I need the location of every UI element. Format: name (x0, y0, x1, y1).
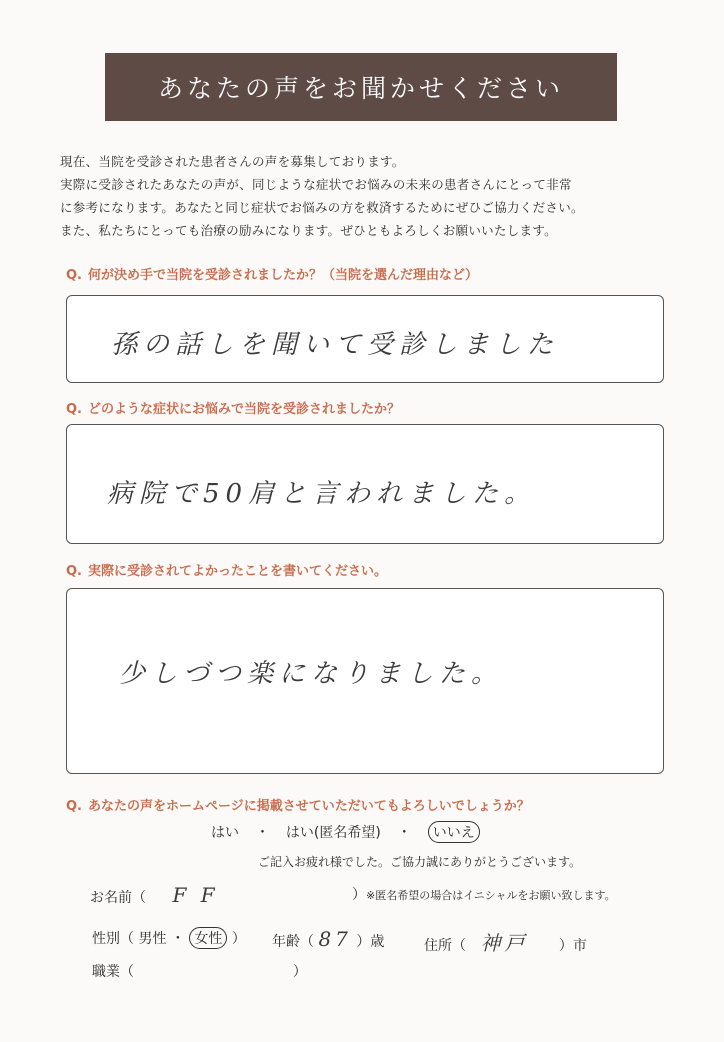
consent-separator: ・ (397, 825, 412, 841)
gender-label: 性別（ (92, 931, 134, 947)
consent-option-no-selected[interactable]: いいえ (428, 821, 480, 843)
question-1 (66, 264, 478, 283)
question-marker: Q. (66, 564, 82, 579)
consent-option-yes[interactable]: はい (211, 825, 239, 841)
answer-box-2[interactable] (66, 424, 664, 544)
age-field (272, 927, 384, 951)
question-2-text: どのような症状にお悩みで当院を受診されましたか？ (88, 402, 401, 417)
thanks-message: ご記入お疲れ様でした。ご協力誠にありがとうございます。 (258, 855, 582, 869)
answer-box-3[interactable] (66, 588, 664, 774)
question-3-text: 実際に受診されてよかったことを書いてください。 (88, 564, 388, 579)
name-note: ※匿名希望の場合はイニシャルをお願い致します。 (366, 889, 616, 902)
gender-close: ） (231, 931, 246, 947)
address-close: ）市 (558, 938, 587, 954)
intro-line: 実際に受診されたあなたの声が、同じような症状でお悩みの未来の患者さんにとって非常 (60, 177, 572, 192)
question-marker: Q. (66, 402, 82, 417)
address-value[interactable]: 神戸 (480, 931, 529, 955)
intro-line: また、私たちにとっても治療の励みになります。ぜひともよろしくお願いいたします。 (60, 223, 557, 238)
consent-question (66, 795, 530, 814)
age-close: ）歳 (356, 934, 385, 950)
name-close-paren: ） (352, 887, 366, 903)
gender-field (92, 927, 246, 949)
intro-line: 現在、当院を受診された患者さんの声を募集しております。 (60, 154, 405, 169)
consent-options (205, 821, 486, 843)
consent-question-text: あなたの声をホームページに掲載させていただいてもよろしいでしょうか？ (88, 799, 530, 814)
name-value[interactable]: F F (172, 883, 219, 907)
question-3 (66, 560, 387, 579)
question-2 (66, 398, 400, 417)
question-1-text: 何が決め手で当院を受診されましたか？（当院を選んだ理由など） (88, 268, 479, 283)
answer-1-handwriting: 孫の話しを聞いて受診しました (111, 330, 560, 360)
answer-box-1[interactable] (66, 295, 664, 383)
consent-option-anonymous[interactable]: はい(匿名希望) (285, 825, 381, 841)
job-field (92, 961, 307, 981)
name-label: お名前（ (90, 890, 146, 906)
job-label: 職業（ (92, 964, 134, 980)
question-marker: Q. (66, 268, 82, 283)
address-field (424, 927, 587, 956)
name-field (90, 883, 219, 907)
gender-option-male[interactable]: 男性 (138, 931, 167, 947)
answer-3-handwriting: 少しづつ楽になりました。 (119, 659, 504, 689)
job-close: ） (292, 964, 307, 980)
gender-separator: ・ (170, 931, 185, 947)
answer-2-handwriting: 病院で50肩と言われました。 (107, 479, 537, 509)
address-label: 住所（ (424, 938, 466, 954)
consent-separator: ・ (255, 825, 270, 841)
intro-text (60, 150, 680, 242)
intro-line: に参考になります。あなたと同じ症状でお悩みの方を救済するためにぜひご協力ください。 (60, 200, 584, 215)
gender-option-female-selected[interactable]: 女性 (189, 927, 227, 949)
age-label: 年齢（ (272, 934, 314, 950)
name-close (352, 884, 616, 904)
age-value[interactable]: 87 (318, 927, 352, 951)
page-title: あなたの声をお聞かせください (105, 53, 617, 121)
question-marker: Q. (66, 799, 82, 814)
